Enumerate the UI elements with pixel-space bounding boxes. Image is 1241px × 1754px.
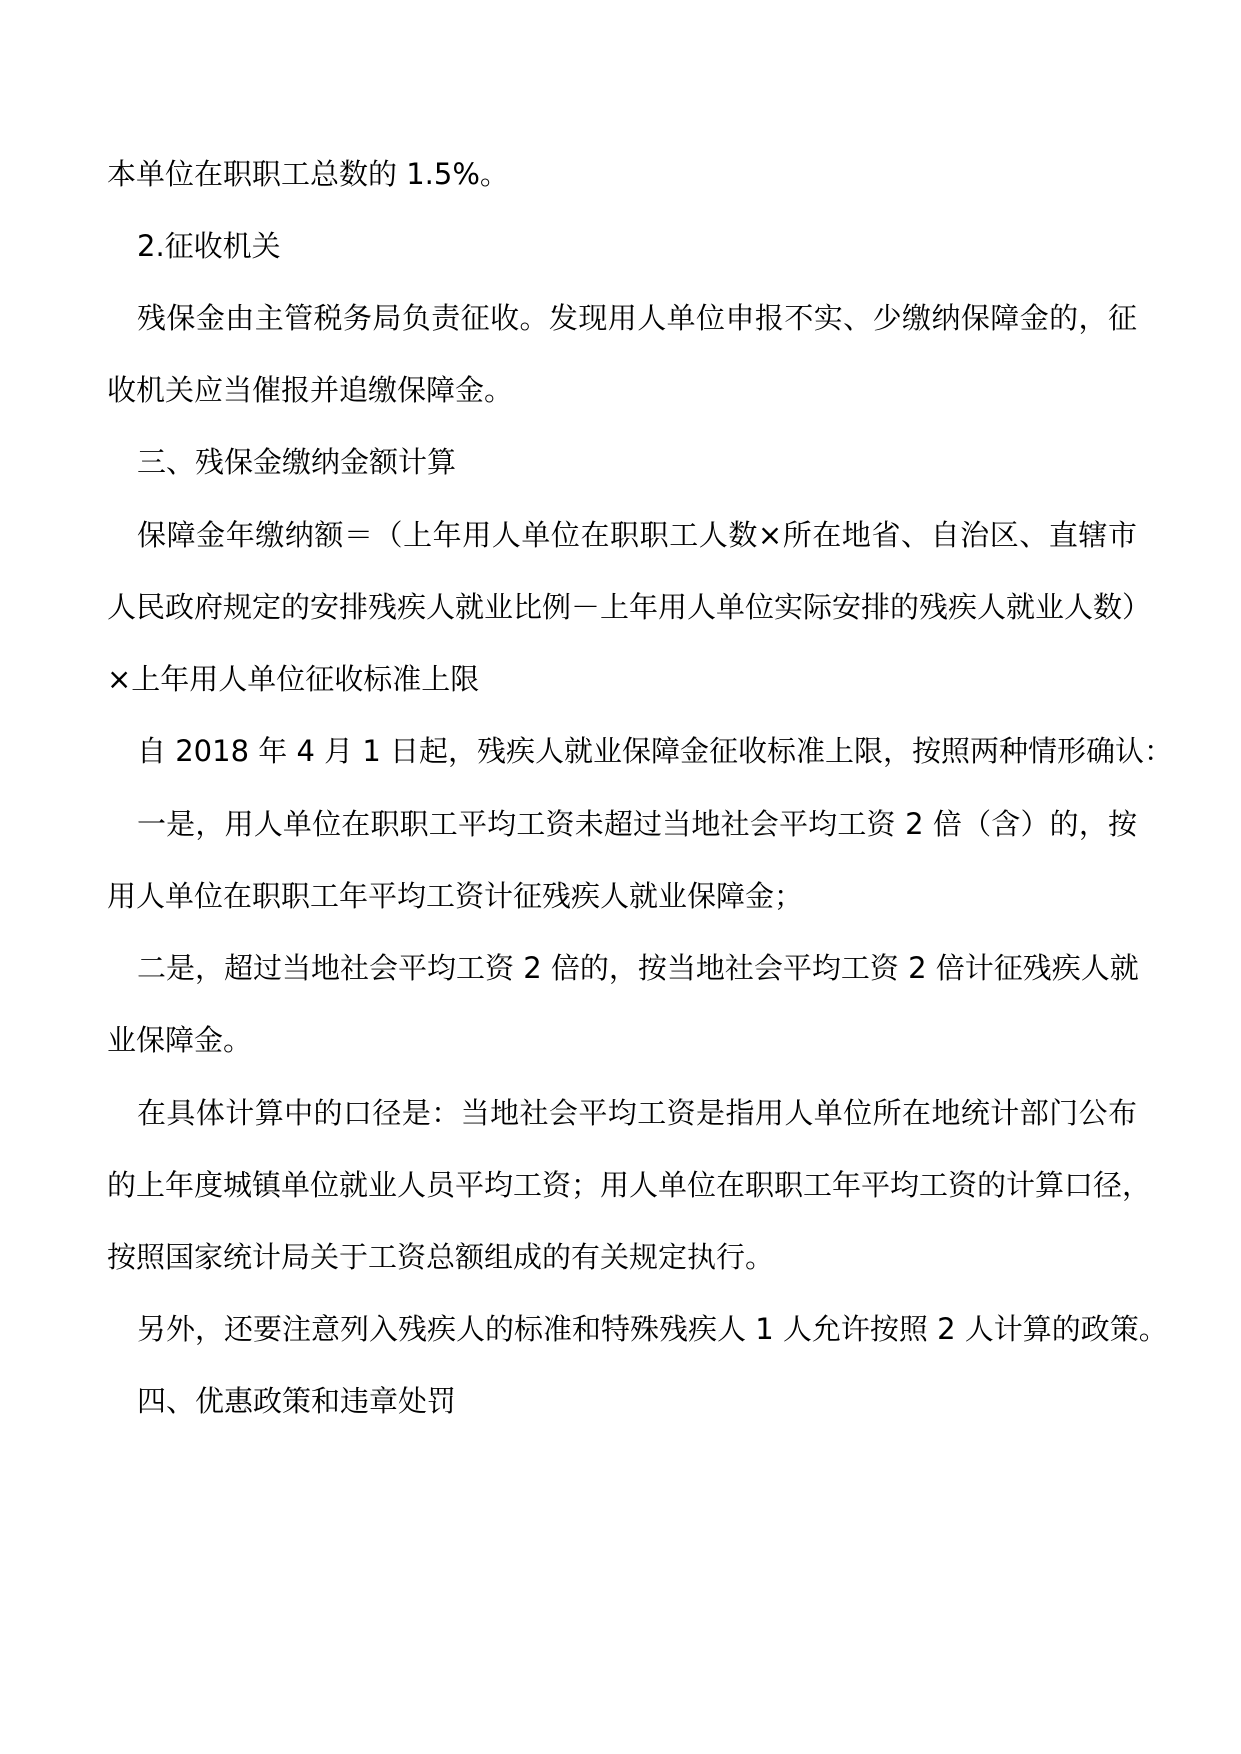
paragraph-line: 用人单位在职职工年平均工资计征残疾人就业保障金； xyxy=(107,879,804,913)
paragraph-line: 的上年度城镇单位就业人员平均工资；用人单位在职职工年平均工资的计算口径， xyxy=(107,1168,1152,1202)
paragraph-line: 在具体计算中的口径是：当地社会平均工资是指用人单位所在地统计部门公布 xyxy=(137,1096,1137,1130)
paragraph-line: 另外，还要注意列入残疾人的标准和特殊残疾人 1 人允许按照 2 人计算的政策。 xyxy=(137,1312,1168,1346)
paragraph-line: 业保障金。 xyxy=(107,1023,253,1057)
paragraph-line: 本单位在职职工总数的 1.5%。 xyxy=(107,157,509,191)
paragraph-line: 保障金年缴纳额＝（上年用人单位在职职工人数×所在地省、自治区、直辖市 xyxy=(137,518,1137,552)
section-heading: 三、残保金缴纳金额计算 xyxy=(137,445,457,479)
paragraph-line: 人民政府规定的安排残疾人就业比例－上年用人单位实际安排的残疾人就业人数） xyxy=(107,590,1152,624)
paragraph-line: 一是，用人单位在职职工平均工资未超过当地社会平均工资 2 倍（含）的，按 xyxy=(137,807,1137,841)
paragraph-line: ×上年用人单位征收标准上限 xyxy=(107,662,480,696)
section-heading: 2.征收机关 xyxy=(137,229,281,263)
paragraph-line: 收机关应当催报并追缴保障金。 xyxy=(107,373,514,407)
section-heading: 四、优惠政策和违章处罚 xyxy=(137,1384,457,1418)
paragraph-line: 自 2018 年 4 月 1 日起，残疾人就业保障金征收标准上限，按照两种情形确认： xyxy=(137,734,1174,768)
paragraph-line: 按照国家统计局关于工资总额组成的有关规定执行。 xyxy=(107,1240,775,1274)
paragraph-line: 二是，超过当地社会平均工资 2 倍的，按当地社会平均工资 2 倍计征残疾人就 xyxy=(137,951,1139,985)
paragraph-line: 残保金由主管税务局负责征收。发现用人单位申报不实、少缴纳保障金的，征 xyxy=(137,301,1137,335)
